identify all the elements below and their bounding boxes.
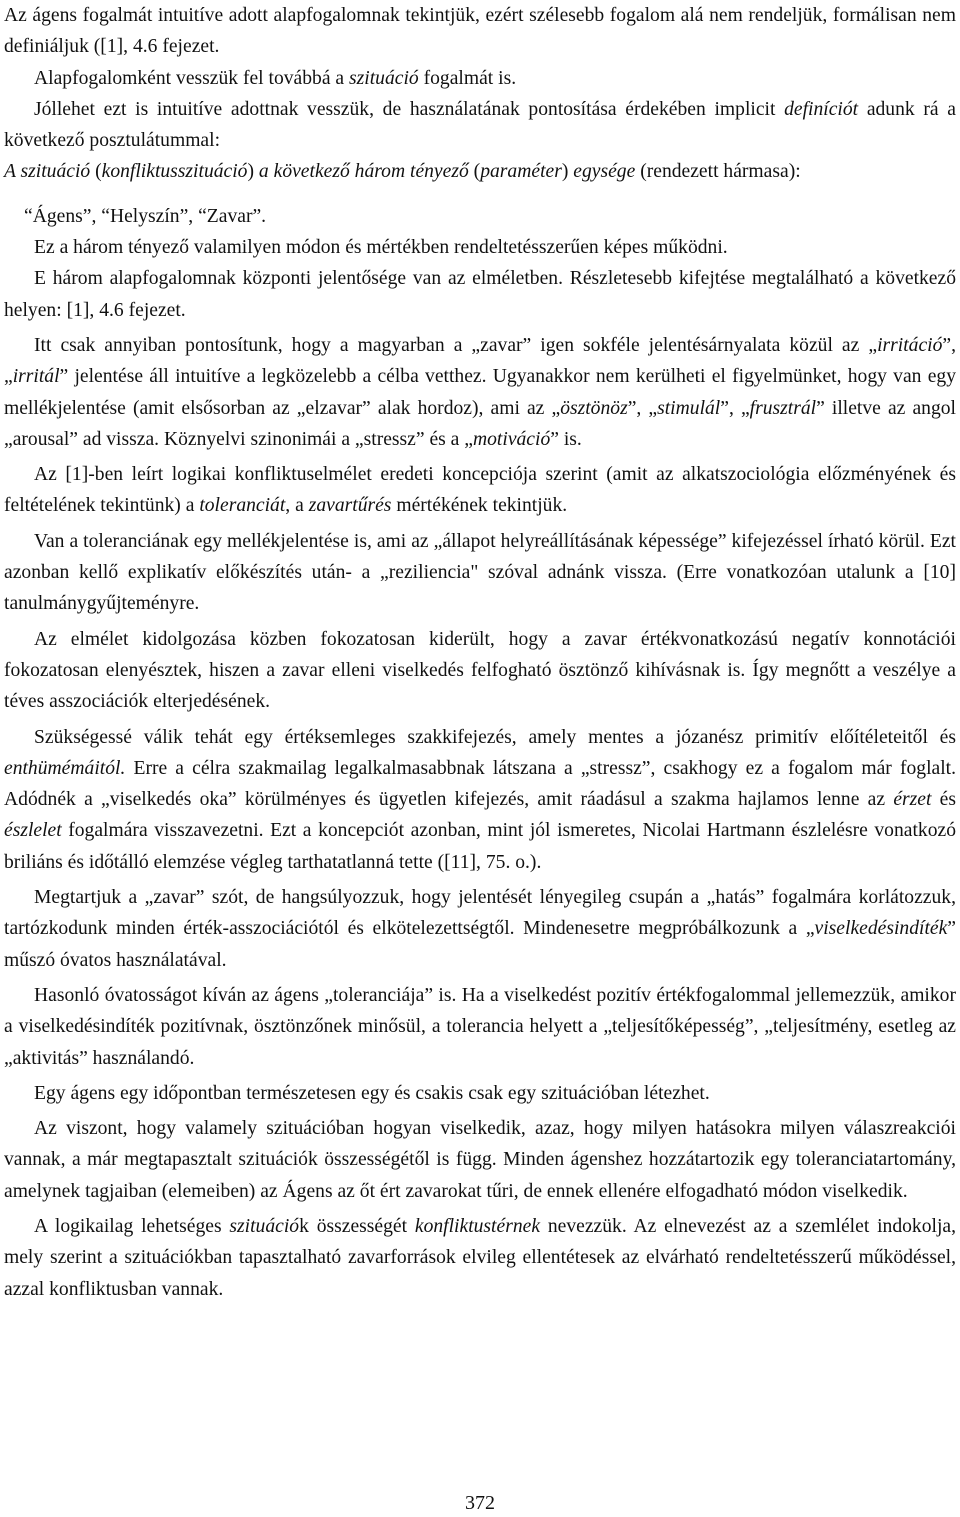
text-run: fogalmát is. [418,67,517,89]
text-run: ”, „ [720,397,750,419]
text-run: Az [1]-ben leírt logikai konfliktuselmélet eredeti koncepciója szerint (amit az alkatszociológia előzményének és feltételének tekintünk) a [4,464,956,517]
text-run: ” műszó óvatos használatával. [4,918,956,971]
text-run: Alapfogalomként vesszük fel továbbá a [34,67,350,89]
paragraph-10 [4,526,956,620]
italic-run: zavartűrés [308,495,392,517]
paragraph-16 [4,1113,956,1207]
text-run: ”, „ [4,334,956,388]
text-run: mértékének tekintjük. [391,495,568,517]
paragraph-4 [4,156,956,187]
italic-run: egysége [573,161,636,183]
text-run: (rendezett hármasa): [635,161,801,183]
paragraph-7 [4,263,956,326]
italic-run: szituáció [349,67,419,89]
italic-run: konfliktustérnek [414,1215,541,1237]
italic-run: érzet [893,789,932,811]
italic-run: irritál [12,366,60,388]
italic-run: irritáció [877,334,943,356]
italic-run: frusztrál [749,397,817,419]
text-run: Jóllehet ezt is intuitíve adottnak vesszük, de használatának pontosítása érdekében implicit [34,98,785,120]
text-run: Van a toleranciának egy mellékjelentése is, ami az „állapot helyreállításának képessége” kifejezéssel írható körül. Ezt azonban kellő explikatív előkészítés után- a „reziliencia" szóval adnánk vissza. (Erre vonatkozóan utalunk a [10] tanulmánygyűjteményre. [4,530,956,615]
paragraph-5 [4,201,956,232]
text-run: k összességét [299,1215,415,1237]
paragraph-14 [4,980,956,1074]
italic-run: viselkedésindíték [814,918,948,940]
text-run: ” is. [550,428,582,450]
italic-run: ösztönöz [560,397,628,419]
text-run: Egy ágens egy időpontban természetesen egy és csakis csak egy szituációban létezhet. [34,1082,710,1104]
italic-run: konfliktusszituáció [101,161,248,183]
text-run: E három alapfogalomnak központi jelentősége van az elméletben. Részletesebb kifejtése megtalálható a következő helyen: [1], 4.6 fejezet. [4,268,956,321]
text-run: Szükségessé válik tehát egy értéksemleges szakkifejezés, amely mentes a józanész primitív előítéleteitől és [34,726,956,748]
italic-run: motiváció [472,428,551,450]
italic-run: stimulál [657,397,721,419]
paragraph-11 [4,624,956,718]
italic-run: A szituáció [4,161,91,183]
body-text [4,0,956,1305]
paragraph-13 [4,882,956,976]
text-run: Erre a célra szakmailag legalkalmasabbnak látszana a „stressz”, csakhogy ez a fogalom már foglalt. Adódnék a „viselkedés oka” körülményes és ügyetlen kifejezés, amit ráadásul a szakma hajlamos lenne az [4,757,956,811]
paragraph-15 [4,1078,956,1109]
text-run: és [931,789,956,811]
text-run: ” illetve az angol „arousal” ad vissza. Köznyelvi szinonimái a „stressz” és a „ [4,397,956,450]
text-run: “Ágens”, “Helyszín”, “Zavar”. [24,205,267,227]
text-run: adunk rá a következő posztulátummal: [4,98,956,152]
text-run: fogalmára visszavezetni. Ezt a koncepciót azonban, mint jól ismeretes, Nicolai Hartmann észlelésre vonatkozó briliáns és időtálló elemzése végleg tarthatatlanná tette ([11], 75. o.). [4,820,956,873]
paragraph-3 [4,94,956,157]
text-run: Itt csak annyiban pontosítunk, hogy a magyarban a „zavar” igen sokféle jelentésárnyalata közül az „ [34,334,878,356]
page-number: 372 [465,1492,495,1514]
text-run: ( [468,161,481,183]
text-run: Megtartjuk a „zavar” szót, de hangsúlyozzuk, hogy jelentését lényegileg csupán a „hatás” fogalmára korlátozzuk, tartózkodunk minden érték-asszociációtól és elkötelezettségtől. Mindenesetre megpróbálkozunk a „ [4,887,956,940]
text-run: A logikailag lehetséges [34,1215,230,1237]
italic-run: toleranciát [199,495,286,517]
text-run: nevezzük. Az elnevezést az a szemlélet indokolja, mely szerint a szituációkban tapasztalható zavarforrások elvileg ellentétesek az elvárható rendeltetésszerű működéssel, azzal konfliktusban vannak. [4,1215,956,1300]
paragraph-2 [4,63,956,94]
italic-run: észlelet [4,820,62,842]
italic-run: definíciót [784,98,859,120]
text-run: Az elmélet kidolgozása közben fokozatosan kiderült, hogy a zavar értékvonatkozású negatív konnotációi fokozatosan elenyésztek, hiszen a zavar elleni viselkedés felfogható ösztönző kihívásnak is. Így megnőtt a veszélye a téves asszociációk elterjedésének. [4,628,956,713]
paragraph-1 [4,0,956,63]
text-run: Az viszont, hogy valamely szituációban hogyan viselkedik, azaz, hogy milyen hatásokra milyen válaszreakciói vannak, a már megtapasztalt szituációk összességétől is függ. Minden ágenshez hozzátartozik egy toleranciatartomány, amelynek tagjaiban (elemeiben) az Ágens az őt ért zavarokat tűri, de ennek ellenére elfogadható módon viselkedik. [4,1118,956,1202]
paragraph-8 [4,330,956,455]
text-run: Az ágens fogalmát intuitíve adott alapfogalomnak tekintjük, ezért szélesebb fogalom alá nem rendeljük, formálisan nem definiáljuk ([1], 4.6 fejezet. [4,5,956,58]
italic-run: szituáció [229,1215,300,1237]
paragraph-6 [4,232,956,263]
italic-run: enthümémáitól. [4,757,126,779]
italic-run: paraméter [480,161,562,183]
text-run: Hasonló óvatosságot kíván az ágens „toleranciája” is. Ha a viselkedést pozitív értékfogalommal jellemezzük, amikor a viselkedésindíték pozitívnak, ösztönzőnek minősül, a tolerancia helyett a „teljesítőképesség”, „teljesítmény, esetleg az „aktivitás” használandó. [4,984,956,1069]
text-run: ( [90,161,102,183]
text-run: ”, „ [627,397,658,419]
italic-run: a következő három tényező [258,161,469,183]
text-run: , a [285,495,309,517]
paragraph-17 [4,1211,956,1305]
paragraph-12 [4,722,956,878]
text-run: Ez a három tényező valamilyen módon és mértékben rendeltetésszerűen képes működni. [34,237,728,259]
text-run: ” jelentése áll intuitíve a legközelebb a célba vetthez. Ugyanakkor nem kerülheti el figyelmünket, hogy van egy mellékjelentése (amit elsősorban az „elzavar” alak hordoz), ami az „ [4,366,956,419]
text-run: ) [247,161,259,183]
paragraph-9 [4,459,956,522]
text-run: ) [561,161,574,183]
